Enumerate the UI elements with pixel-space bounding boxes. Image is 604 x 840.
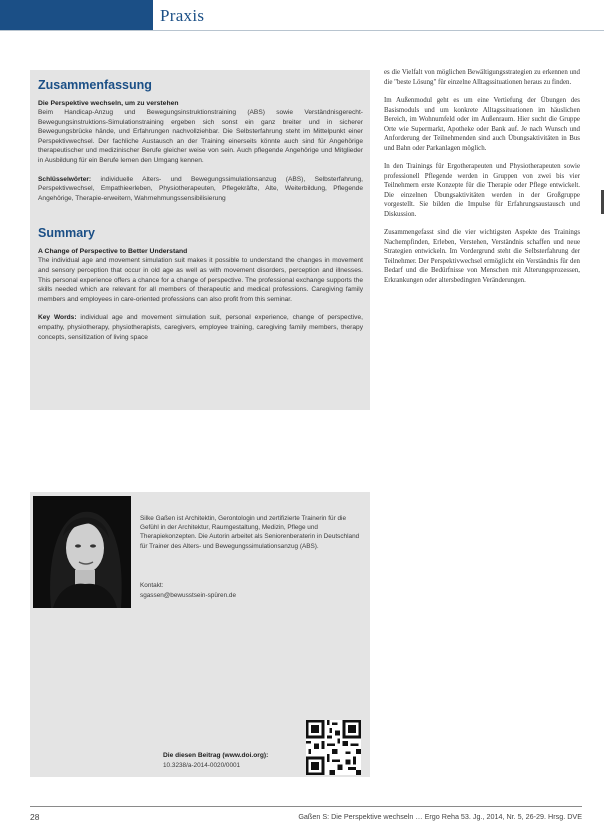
- abstract-de-subheading: Die Perspektive wechseln, um zu verstehen: [38, 100, 179, 107]
- contact-label: Kontakt:: [140, 582, 164, 589]
- keywords-de-text: individuelle Alters- und Bewegungssimulationsanzug (ABS), Selbsterfahrung, Perspektivwechsel, Empathieerleben, Physiotherapeuten, Pflegekräfte, Alte, Weiterbildung, Pflegende Angehörige, Therapie-erweitern, Wahrnehmungssensibilisierung: [38, 175, 363, 202]
- abstract-de-body: Beim Handicap-Anzug und Bewegungsinstruktionstraining (ABS) sowie Verständnisgerecht- Bewegungsinstruktions-Simulationstraining ergeben sich sonst ein ganz breiter und in sicherer Bewegungsbrücke hände, und Erfahrungen nachvollziehbar. Die Selbsterfahrung steht im Mittelpunkt einer Perspektivwechsel. Der fachliche Austausch an der Training einerseits könnte auch sind für Angehörige therapeutischer und medizinischer Berufe gleicher weise von sein. Auch pflegende Angehörige und Mitglieder in Ausbildung für ein Berufe lernen den Umgang kennen.: [38, 109, 363, 164]
- doi-value[interactable]: 10.3238/a-2014-0020/0001: [163, 762, 241, 769]
- abstract-en-keywords: [38, 313, 363, 342]
- body-paragraph: Im Außenmodul geht es um eine Vertiefung der Übungen des Basismoduls und um konkrete Alltagssituationen im häuslichen Bereich, im Wohnumfeld oder im Außenraum. Hier sucht die Gruppe Orte wie Supermarkt, Apotheke oder Bank auf. Je nach Wunsch und Anforderung der Teilnehmenden sind auch Übungsaktivitäten in Bus und Bahn oder Parkanlagen möglich.: [384, 97, 580, 152]
- body-paragraph: es die Vielfalt von möglichen Bewältigungsstrategien zu erkennen und die "beste Lösung" für einzelne Alltagssituationen heraus zu finden.: [384, 69, 580, 86]
- author-photo: [33, 496, 131, 608]
- keywords-en-text: individual age and movement simulation suit, personal experience, change of perspective, empathy, physiotherapy, physiotherapists, caregivers, employee training, caregiving family members, therapy concepts, sensitization of living space: [38, 314, 363, 341]
- abstract-panel: [30, 70, 370, 410]
- abstract-de-keywords: [38, 175, 363, 204]
- footer-rule: [30, 806, 582, 807]
- footer-citation: Gaßen S: Die Perspektive wechseln … Ergo Reha 53. Jg., 2014, Nr. 5, 26-29. Hrsg. DVE: [298, 812, 582, 821]
- body-paragraph: In den Trainings für Ergotherapeuten und Physiotherapeuten sowie professionell Pflegende werden in Gruppen von zwei bis vier Teilnehmern erste Konzepte für die Therapie oder Pflege entwickelt. Die einzelnen Übungsaktivitäten werden in der Großgruppe vorgestellt. Sie bilden die Impulse für Erfahrungsaustausch und Diskussion.: [384, 163, 580, 218]
- abstract-de-heading: Zusammenfassung: [38, 78, 152, 92]
- keywords-en-label: Key Words:: [38, 314, 77, 322]
- author-bio: Silke Gaßen ist Architektin, Gerontologin und zertifizierte Trainerin für die Gefühl in der Architektur, Raumgestaltung, Medizin, Pflege und Therapiekonzepten. Die Autorin arbeitet als Seniorenberaterin in Deutschland für Trainer des Alters- und Bewegungssimulationsanzug (ABS).: [140, 515, 360, 550]
- contact-email[interactable]: sgassen@bewusstsein-spüren.de: [140, 592, 237, 599]
- keywords-de-label: Schlüsselwörter:: [38, 175, 92, 183]
- qr-code-graphic: [306, 720, 361, 775]
- abstract-en-heading: Summary: [38, 226, 95, 241]
- portrait-image: [33, 496, 131, 608]
- page-header: [0, 0, 604, 34]
- doi-label: Die diesen Beitrag (www.doi.org):: [163, 752, 269, 759]
- header-rule: [0, 30, 604, 31]
- abstract-en-subheading: A Change of Perspective to Better Understand: [38, 248, 188, 256]
- qr-code-icon: [306, 720, 361, 775]
- body-column: [384, 68, 580, 294]
- section-label: Praxis: [160, 6, 205, 25]
- body-paragraph: Zusammengefasst sind die vier wichtigsten Aspekte des Trainings Nachempfinden, Erleben, Verstehen, Verständnis schaffen und neue Strategien entwickeln. Im Vordergrund steht die Selbsterfahrung der Teilnehmer. Der Perspektivwechsel ermöglicht ein Verständnis für den Bedarf und die Bedürfnisse von Menschen mit Alterungsprozessen, Erkrankungen oder altersbedingten Veränderungen.: [384, 229, 580, 284]
- page-number: 28: [30, 812, 40, 822]
- header-color-band: [0, 0, 153, 30]
- abstract-en-body: The individual age and movement simulation suit makes it possible to understand the changes in movement and sensory perception that occur in old age as well as with movement disorders, perception and illnesses. This personal experience offers a chance for a change of perspective. The professional exchange supports the skills needed which are relevant for all members of therapeutic and medical professions. Caregiving family members and employees in care-oriented professions can also profit from this seminar.: [38, 257, 363, 303]
